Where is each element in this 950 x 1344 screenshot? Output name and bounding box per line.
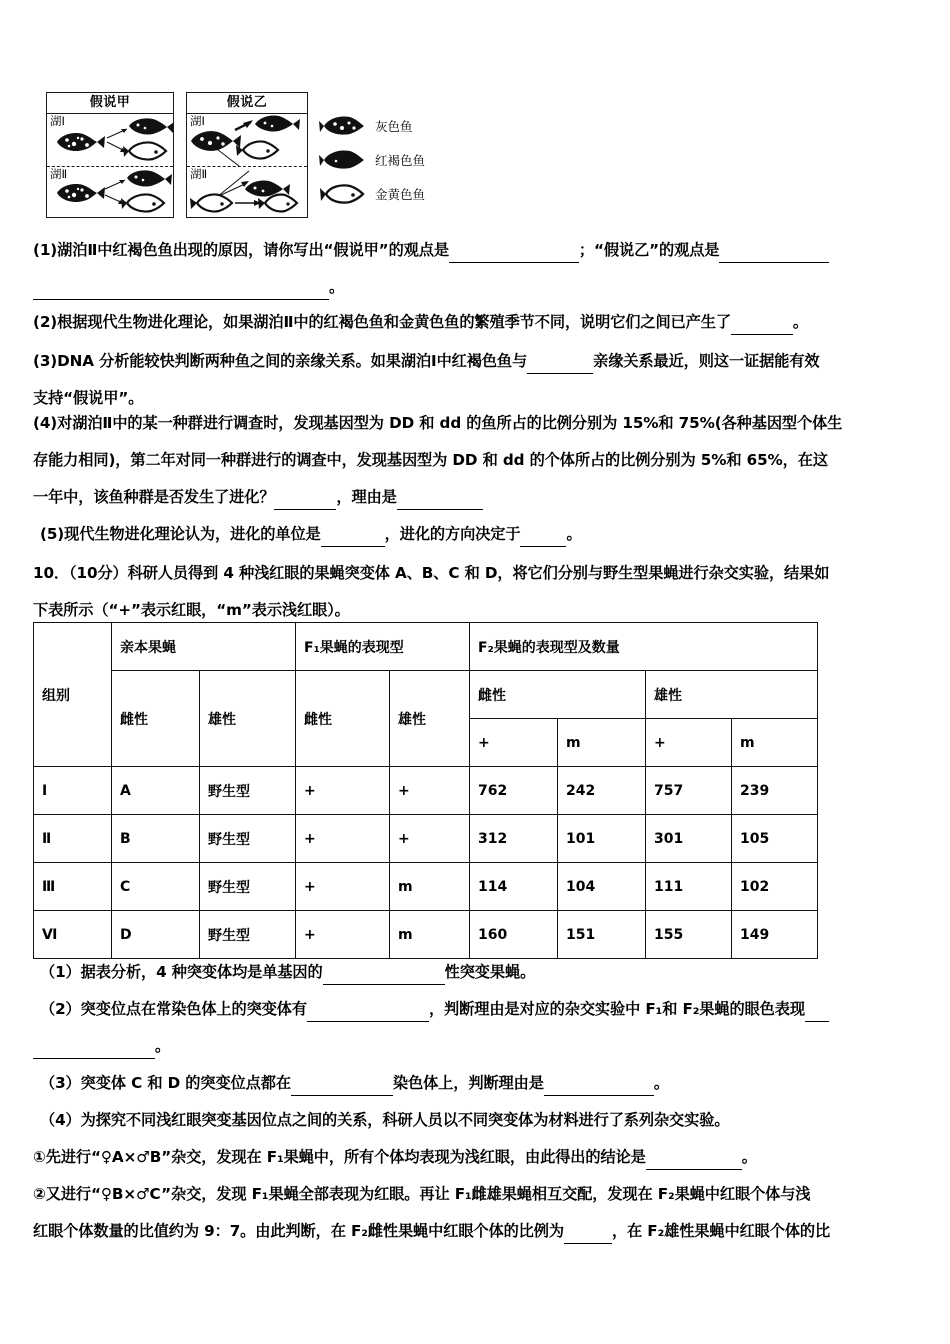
cell-f2-male-m: 149 [732,911,818,959]
q10-item4-sub2-text-a: 红眼个体数量的比值约为 9：7。由此判断，在 F₂雌性果蝇中红眼个体的比例为 [33,1222,564,1240]
q10-item3-text-a: （3）突变体 C 和 D 的突变位点都在 [40,1074,291,1092]
q10-item4: （4）为探究不同浅红眼突变基因位点之间的关系，科研人员以不同突变体为材料进行了系列杂交实验。 [40,1111,730,1129]
blank-line[interactable] [731,314,793,335]
blank-line[interactable] [719,242,829,263]
q9-item5-text-a: (5)现代生物进化理论认为，进化的单位是 [40,525,321,543]
q10-item4-sub2-line1: ②又进行“♀B×♂C”杂交，发现 F₁果蝇全部表现为红眼。再让 F₁雌雄果蝇相互交配，发现在 F₂果蝇中红眼个体与浅 [33,1185,811,1203]
cell-f2-female-plus: 160 [470,911,558,959]
cell-f2-male-m: 105 [732,815,818,863]
blank-line[interactable] [33,279,329,300]
blank-line[interactable] [805,1001,829,1022]
q9-item3-line2: 支持“假说甲”。 [33,389,144,407]
q10-item1 [40,962,535,985]
gray-fish-icon [57,184,105,202]
q9-item3-line1 [33,351,819,374]
q10-item1-text-a: （1）据表分析，4 种突变体均是单基因的 [40,963,323,981]
blank-line[interactable] [564,1223,612,1244]
redbrown-fish-icon [322,150,370,170]
redbrown-fish-icon [129,118,173,134]
q10-item1-text-b: 性突变果蝇。 [444,963,536,981]
cell-f2-male-m: 239 [732,767,818,815]
q10-item4-sub2-text-b: ，在 F₂雄性果蝇中红眼个体的比 [611,1222,831,1240]
th-f2-female-m: m [558,719,646,767]
hypothesis-b-lake1 [187,114,307,166]
q9-item3-text-a: (3)DNA 分析能较快判断两种鱼之间的亲缘关系。如果湖泊Ⅰ中红褐色鱼与 [33,352,528,370]
evolution-hypothesis-figure [46,92,476,218]
cell-group: Ⅲ [34,863,112,911]
cell-parent-male: 野生型 [200,863,296,911]
q9-item5-period: 。 [566,525,582,543]
blank-line[interactable] [323,964,445,985]
cell-f2-female-plus: 762 [470,767,558,815]
hypothesis-a-lake1 [47,114,173,166]
q9-item4-text-b: ，理由是 [336,488,397,506]
legend-label-redbrown: 红褐色鱼 [375,153,426,168]
q10-item2-text-b: ，判断理由是对应的杂交实验中 F₁和 F₂果蝇的眼色表现 [428,1000,805,1018]
cross-experiment-table [33,622,818,959]
q10-item2-period: 。 [155,1037,171,1055]
redbrown-fish-icon [255,115,300,131]
hypothesis-a-lake2 [47,167,173,219]
q10-item4-sub1-period: 。 [741,1148,757,1166]
cell-group: Ⅰ [34,767,112,815]
th-f2-female: 雌性 [470,671,646,719]
legend-item-golden [322,177,472,211]
legend-item-redbrown [322,143,472,177]
th-f2-group: F₂果蝇的表现型及数量 [470,623,818,671]
cell-f1-female: + [296,911,390,959]
blank-line[interactable] [449,242,579,263]
q9-item5-text-b: ，进化的方向决定于 [384,525,521,543]
cell-f2-female-plus: 312 [470,815,558,863]
hypothesis-a-lake1-diagram [47,114,173,166]
cell-parent-female: C [112,863,200,911]
table-row [34,911,818,959]
golden-fish-icon [258,194,297,211]
cell-f1-male: + [390,815,470,863]
cell-f2-female-m: 101 [558,815,646,863]
blank-line[interactable] [291,1075,393,1096]
blank-line[interactable] [544,1075,654,1096]
cross-experiment-table-wrap [33,622,817,959]
cell-parent-male: 野生型 [200,911,296,959]
cell-group: Ⅱ [34,815,112,863]
golden-fish-icon [236,141,278,158]
q10-item3-period: 。 [653,1074,669,1092]
q9-item4-line1: (4)对湖泊Ⅱ中的某一种群进行调查时，发现基因型为 DD 和 dd 的鱼所占的比例分别为 15%和 75%(各种基因型个体生 [33,414,843,432]
q10-item4-sub2-line2 [33,1221,830,1244]
q9-item1-text-a: (1)湖泊Ⅱ中红褐色鱼出现的原因，请你写出“假说甲”的观点是 [33,241,449,259]
q10-item2-text-a: （2）突变位点在常染色体上的突变体有 [40,1000,307,1018]
q9-item4-line2: 存能力相同)，第二年对同一种群进行的调查中，发现基因型为 DD 和 dd 的个体所占的比例分别为 5%和 65%，在这 [33,451,828,469]
th-group: 组别 [34,623,112,767]
q10-item4-sub1-text: ①先进行“♀A×♂B”杂交，发现在 F₁果蝇中，所有个体均表现为浅红眼，由此得出的结论是 [33,1148,646,1166]
cell-f2-female-m: 242 [558,767,646,815]
golden-fish-icon [123,142,166,159]
cell-f2-male-m: 102 [732,863,818,911]
blank-line[interactable] [520,526,566,547]
cell-f2-male-plus: 757 [646,767,732,815]
q9-item2 [33,312,808,335]
hypothesis-b-panel [186,92,308,218]
th-f2-male: 雄性 [646,671,818,719]
golden-fish-icon [190,194,232,211]
lake2-label-a: 湖Ⅱ [50,167,68,181]
q10-item3-text-b: 染色体上，判断理由是 [392,1074,544,1092]
table-body [34,767,818,959]
cell-f1-female: + [296,863,390,911]
hypothesis-b-title: 假说乙 [187,93,307,114]
lake2-label-b: 湖Ⅱ [190,167,208,181]
lake1-label-a: 湖Ⅰ [50,114,65,128]
blank-line[interactable] [397,489,483,510]
legend-label-golden: 金黄色鱼 [375,187,426,202]
th-f1-male: 雄性 [390,671,470,767]
th-f2-female-plus: + [470,719,558,767]
cell-f2-female-m: 151 [558,911,646,959]
q9-item4-text-a: 一年中，该鱼种群是否发生了进化？ [33,488,275,506]
hypothesis-b-lake2 [187,167,307,219]
redbrown-fish-icon [127,170,172,186]
table-header-row-1 [34,623,818,671]
q10-item4-sub1 [33,1147,757,1170]
lake1-label-b: 湖Ⅰ [190,114,205,128]
blank-line[interactable] [274,489,336,510]
figure-legend [322,92,472,218]
q9-item3-text-b: 亲缘关系最近，则这一证据能有效 [593,352,820,370]
th-f1-group: F₁果蝇的表现型 [296,623,470,671]
th-parent-group: 亲本果蝇 [112,623,296,671]
blank-line[interactable] [527,353,593,374]
blank-line[interactable] [646,1149,742,1170]
gray-fish-icon [322,116,370,136]
q10-stem-line2: 下表所示（“+”表示红眼，“m”表示浅红眼）。 [33,601,350,619]
hypothesis-a-title: 假说甲 [47,93,173,114]
hypothesis-a-panel [46,92,174,218]
th-f2-male-m: m [732,719,818,767]
q10-item3 [40,1073,669,1096]
q10-item2-line1 [40,999,829,1022]
cell-parent-female: A [112,767,200,815]
cell-parent-male: 野生型 [200,767,296,815]
golden-fish-icon [322,184,370,204]
table-row [34,767,818,815]
table-header-row-2 [34,671,818,719]
th-parent-female: 雌性 [112,671,200,767]
q9-item1-period: 。 [329,278,345,296]
th-parent-male: 雄性 [200,671,296,767]
blank-line[interactable] [307,1001,429,1022]
hypothesis-b-lake1-diagram [187,114,307,166]
cell-f2-male-plus: 155 [646,911,732,959]
q9-item5 [40,524,582,547]
cell-parent-male: 野生型 [200,815,296,863]
q9-item1-text-b: ；“假说乙”的观点是 [578,241,720,259]
th-f1-female: 雌性 [296,671,390,767]
q9-item2-text: (2)根据现代生物进化理论，如果湖泊Ⅱ中的红褐色鱼和金黄色鱼的繁殖季节不同，说明它们之间已产生了 [33,313,731,331]
table-row [34,863,818,911]
cell-parent-female: D [112,911,200,959]
legend-item-gray [322,109,472,143]
q9-item4-line3 [33,487,483,510]
cell-parent-female: B [112,815,200,863]
cell-f1-male: + [390,767,470,815]
cell-f2-male-plus: 301 [646,815,732,863]
cell-f2-female-plus: 114 [470,863,558,911]
cell-f1-female: + [296,767,390,815]
th-f2-male-plus: + [646,719,732,767]
q10-stem-line1: 10．（10分）科研人员得到 4 种浅红眼的果蝇突变体 A、B、C 和 D，将它们分别与野生型果蝇进行杂交实验，结果如 [33,564,830,582]
q9-item1-line2 [33,277,344,300]
table-row [34,815,818,863]
cell-group: Ⅵ [34,911,112,959]
q9-item2-period: 。 [792,313,808,331]
cell-f1-male: m [390,863,470,911]
legend-label-gray: 灰色鱼 [375,119,413,134]
q9-item1-line1 [33,240,829,263]
cell-f1-male: m [390,911,470,959]
blank-line[interactable] [33,1038,155,1059]
cell-f1-female: + [296,815,390,863]
q10-item2-line2 [33,1036,170,1059]
cell-f2-male-plus: 111 [646,863,732,911]
golden-fish-icon [121,194,164,211]
gray-fish-icon [57,133,105,151]
cell-f2-female-m: 104 [558,863,646,911]
blank-line[interactable] [321,526,385,547]
